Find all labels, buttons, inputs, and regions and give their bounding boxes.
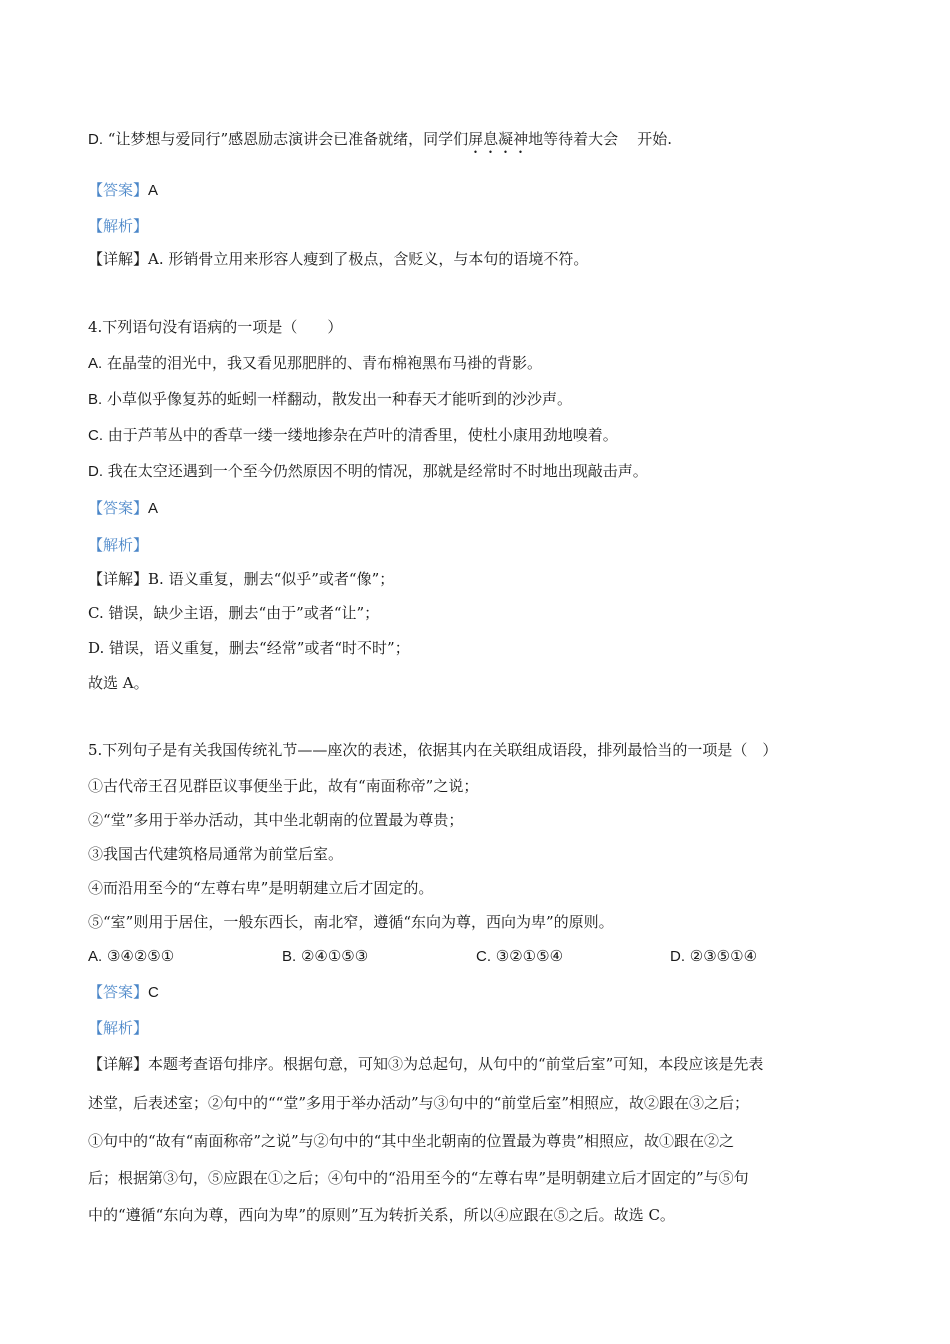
q4-option-a-label: A. bbox=[88, 355, 103, 372]
q5-detail-line-4: 后；根据第③句，⑤应跟在①之后；④句中的“沿用至今的“左尊右卑”是明朝建立后才固定的”与⑤句 bbox=[88, 1169, 749, 1187]
q4-detail-text-1: B. 语义重复，删去“似乎”或者“像”； bbox=[148, 570, 395, 588]
q5-option-a-label: A. bbox=[88, 948, 103, 965]
q4-answer-tag: 【答案】 bbox=[88, 499, 149, 517]
q4-option-d-text: 我在太空还遇到一个至今仍然原因不明的情况，那就是经常时不时地出现敲击声。 bbox=[107, 462, 648, 480]
q3-analysis-tag: 【解析】 bbox=[88, 217, 149, 235]
q5-option-a-text: ③④②⑤① bbox=[106, 947, 175, 965]
q5-sentence-1: ①古代帝王召见群臣议事便坐于此，故有“南面称帝”之说； bbox=[88, 777, 479, 795]
q4-analysis-tag: 【解析】 bbox=[88, 536, 149, 554]
q3-detail bbox=[88, 249, 588, 269]
q4-option-b bbox=[88, 389, 572, 410]
q5-detail-line-5: 中的“遵循“东向为尊，西向为卑”的原则”互为转折关系，所以④应跟在⑤之后。故选 C。 bbox=[88, 1206, 675, 1224]
q5-option-d bbox=[670, 946, 757, 967]
q4-option-d-label: D. bbox=[88, 463, 103, 480]
q5-option-b-label: B. bbox=[282, 948, 297, 965]
q5-detail-line-2: 述堂，后表述室；②句中的““堂”多用于举办活动”与③句中的“前堂后室”相照应，故②跟在③之后； bbox=[88, 1094, 750, 1112]
q4-detail-line-2: C. 错误，缺少主语，删去“由于”或者“让”； bbox=[88, 604, 380, 622]
q3-analysis bbox=[88, 216, 148, 236]
q4-analysis bbox=[88, 535, 148, 555]
q4-title: 4.下列语句没有语病的一项是（ ） bbox=[88, 318, 343, 336]
q3-option-d bbox=[88, 129, 672, 157]
q4-option-b-label: B. bbox=[88, 391, 103, 408]
q3-answer-tag: 【答案】 bbox=[88, 181, 149, 199]
q4-detail-line-4: 故选 A。 bbox=[88, 674, 149, 692]
q5-option-c-text: ③②①⑤④ bbox=[495, 947, 564, 965]
q5-analysis-tag: 【解析】 bbox=[88, 1019, 149, 1037]
q5-option-c-label: C. bbox=[476, 948, 491, 965]
q5-detail-tag: 【详解】 bbox=[88, 1055, 149, 1073]
q5-detail-line-3: ①句中的“故有“南面称帝”之说”与②句中的“其中坐北朝南的位置最为尊贵”相照应，故①跟在②之 bbox=[88, 1132, 735, 1150]
q3-detail-text: A. 形销骨立用来形容人瘦到了极点，含贬义，与本句的语境不符。 bbox=[148, 250, 589, 268]
q4-detail-line-3: D. 错误，语义重复，删去“经常”或者“时不时”； bbox=[88, 639, 410, 657]
q4-option-a bbox=[88, 353, 542, 374]
q4-option-c bbox=[88, 425, 618, 446]
q5-sentence-2: ②“堂”多用于举办活动，其中坐北朝南的位置最为尊贵； bbox=[88, 811, 464, 829]
q4-option-c-text: 由于芦苇丛中的香草一缕一缕地掺杂在芦叶的清香里，使杜小康用劲地嗅着。 bbox=[107, 426, 618, 444]
q3-option-d-label: D. bbox=[88, 131, 103, 148]
q5-analysis bbox=[88, 1018, 148, 1038]
q3-option-d-dotted-phrase: 屏息凝神 bbox=[468, 130, 529, 148]
q4-detail-line-1 bbox=[88, 569, 394, 589]
q5-detail-line-1 bbox=[88, 1054, 763, 1074]
q5-option-d-text: ②③⑤①④ bbox=[689, 947, 758, 965]
q5-title: 5.下列句子是有关我国传统礼节——座次的表述，依据其内在关联组成语段，排列最恰当的一项是（ ） bbox=[88, 741, 778, 759]
q5-detail-text-1: 本题考查语句排序。根据句意，可知③为总起句，从句中的“前堂后室”可知，本段应该是先表 bbox=[148, 1055, 764, 1073]
q5-sentence-3: ③我国古代建筑格局通常为前堂后室。 bbox=[88, 845, 344, 863]
q4-option-b-text: 小草似乎像复苏的蚯蚓一样翻动，散发出一种春天才能听到的沙沙声。 bbox=[106, 390, 572, 408]
q5-answer bbox=[88, 982, 159, 1003]
q5-option-c bbox=[476, 946, 563, 967]
q4-option-a-text: 在晶莹的泪光中，我又看见那肥胖的、青布棉袍黑布马褂的背影。 bbox=[106, 354, 542, 372]
q5-answer-tag: 【答案】 bbox=[88, 983, 149, 1001]
q4-answer-value: A bbox=[148, 500, 159, 517]
q5-option-a bbox=[88, 946, 174, 967]
q4-option-c-label: C. bbox=[88, 427, 103, 444]
q3-option-d-text-before: “让梦想与爱同行”感恩励志演讲会已准备就绪，同学们 bbox=[107, 130, 469, 148]
q5-sentence-4: ④而沿用至今的“左尊右卑”是明朝建立后才固定的。 bbox=[88, 879, 434, 897]
q4-detail-tag: 【详解】 bbox=[88, 570, 149, 588]
q4-option-d bbox=[88, 461, 648, 482]
q5-option-b-text: ②④①⑤③ bbox=[300, 947, 369, 965]
q3-answer-value: A bbox=[148, 182, 159, 199]
q3-answer bbox=[88, 180, 158, 201]
q5-sentence-5: ⑤“室”则用于居住，一般东西长，南北窄，遵循“东向为尊，西向为卑”的原则。 bbox=[88, 913, 614, 931]
q4-answer bbox=[88, 498, 158, 519]
q5-answer-value: C bbox=[148, 984, 159, 1001]
q3-detail-tag: 【详解】 bbox=[88, 250, 149, 268]
q5-option-b bbox=[282, 946, 368, 967]
q3-option-d-text-after: 地等待着大会 开始. bbox=[528, 130, 672, 148]
q5-option-d-label: D. bbox=[670, 948, 685, 965]
